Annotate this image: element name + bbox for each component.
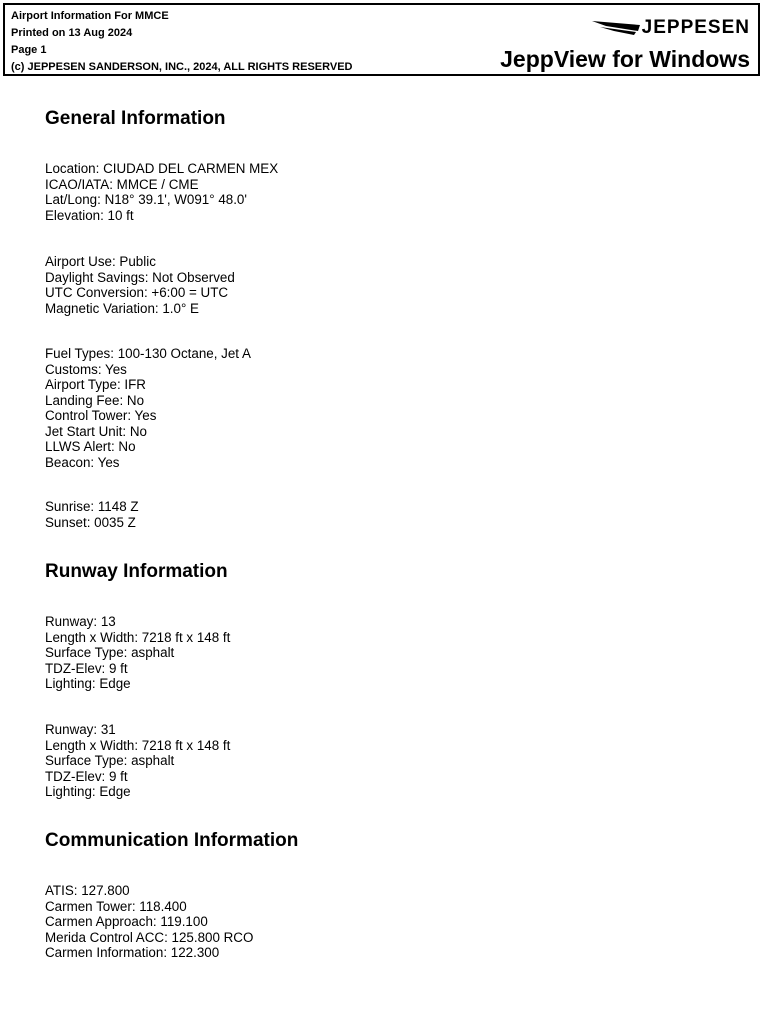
general-group-3 (45, 346, 251, 470)
info-line: Carmen Information: 122.300 (45, 945, 220, 960)
logo-text: JEPPESEN (641, 17, 750, 38)
print-date: Printed on 13 Aug 2024 (11, 27, 133, 39)
info-line: Landing Fee: No (45, 392, 145, 408)
section-title-general: General Information (45, 108, 226, 129)
info-line: Airport Use: Public (45, 254, 156, 269)
info-line: Airport Type: IFR (45, 377, 146, 392)
info-line: Lighting: Edge (45, 784, 131, 799)
info-line: Runway: 31 (45, 722, 116, 737)
info-line: Sunset: 0035 Z (45, 514, 136, 530)
info-line: Elevation: 10 ft (45, 207, 134, 223)
info-line: TDZ-Elev: 9 ft (45, 660, 128, 676)
info-line: ATIS: 127.800 (45, 883, 130, 898)
info-line: UTC Conversion: +6:00 = UTC (45, 285, 229, 300)
page-number: Page 1 (11, 44, 47, 56)
info-line: Lighting: Edge (45, 676, 131, 691)
product-name: JeppView for Windows (500, 46, 750, 72)
info-line: Carmen Approach: 119.100 (45, 914, 208, 929)
info-line: Carmen Tower: 118.400 (45, 898, 187, 914)
copyright: (c) JEPPESEN SANDERSON, INC., 2024, ALL RIGHTS RESERVED (11, 61, 353, 73)
info-line: Fuel Types: 100-130 Octane, Jet A (45, 346, 251, 361)
info-line: Length x Width: 7218 ft x 148 ft (45, 737, 231, 753)
info-line: Beacon: Yes (45, 454, 120, 470)
page-header (3, 3, 760, 76)
info-line: Location: CIUDAD DEL CARMEN MEX (45, 161, 279, 176)
info-line: Customs: Yes (45, 361, 127, 377)
report-title: Airport Information For MMCE (11, 10, 169, 22)
section-title-communication: Communication Information (45, 830, 299, 851)
info-line: Surface Type: asphalt (45, 753, 175, 768)
info-line: Lat/Long: N18° 39.1', W091° 48.0' (45, 192, 247, 207)
info-line: TDZ-Elev: 9 ft (45, 768, 128, 784)
runway-group-13 (45, 614, 230, 692)
info-line: Merida Control ACC: 125.800 RCO (45, 929, 254, 945)
general-group-1 (45, 161, 278, 223)
communication-group (45, 883, 253, 961)
general-group-2 (45, 254, 235, 316)
info-line: Control Tower: Yes (45, 408, 157, 423)
info-line: Runway: 13 (45, 614, 116, 629)
info-line: Length x Width: 7218 ft x 148 ft (45, 629, 231, 645)
info-line: ICAO/IATA: MMCE / CME (45, 176, 199, 192)
section-title-runway: Runway Information (45, 561, 228, 582)
general-group-4 (45, 499, 139, 530)
info-line: Magnetic Variation: 1.0° E (45, 300, 199, 316)
info-line: Sunrise: 1148 Z (45, 499, 139, 514)
runway-group-31 (45, 722, 230, 800)
info-line: Daylight Savings: Not Observed (45, 269, 235, 285)
info-line: LLWS Alert: No (45, 439, 136, 454)
jeppesen-wing-icon (592, 20, 640, 36)
info-line: Jet Start Unit: No (45, 423, 147, 439)
info-line: Surface Type: asphalt (45, 645, 175, 660)
jeppesen-logo (592, 18, 750, 38)
print-info (11, 8, 353, 76)
